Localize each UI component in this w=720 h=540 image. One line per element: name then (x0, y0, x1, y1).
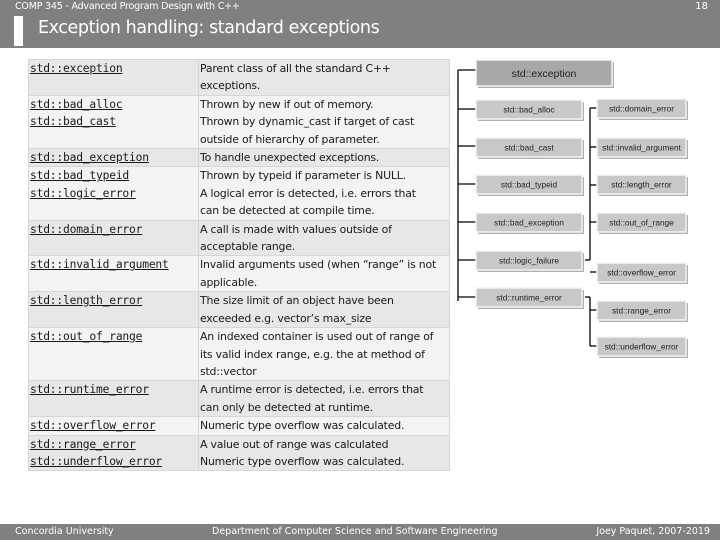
description-line: A logical error is detected, i.e. errors that (200, 186, 416, 200)
table-row (29, 417, 450, 435)
left-box (476, 175, 584, 196)
left-box (476, 213, 584, 234)
footer-university: Concordia University (15, 526, 114, 537)
box-label: std::length_error (611, 179, 672, 190)
exception-name: std::domain_error (30, 222, 143, 236)
exception-description-cell (199, 435, 450, 471)
left-box (476, 100, 584, 121)
slide-number: 18 (695, 1, 708, 12)
left-box (476, 138, 584, 159)
logic-child-box (597, 213, 688, 234)
left-box (476, 288, 584, 309)
description-line: To handle unexpected exceptions. (200, 151, 380, 165)
exception-name-cell (29, 417, 199, 435)
exception-name: std::range_error (30, 437, 136, 451)
table-row (29, 435, 450, 471)
box-label: std::invalid_argument (602, 142, 681, 153)
exception-name: std::underflow_error (30, 454, 163, 468)
exception-description-cell (199, 328, 450, 381)
left-box (476, 251, 584, 272)
box-label: std::bad_alloc (503, 104, 555, 115)
table-row (29, 60, 450, 96)
exception-name-cell (29, 95, 199, 148)
description-line: Numeric type overflow was calculated. (200, 419, 405, 433)
box-label: std::domain_error (608, 103, 675, 114)
description-line: An indexed container is used out of range of (200, 330, 434, 344)
exception-name: std::out_of_range (30, 330, 143, 344)
box-label: std::logic_failure (499, 255, 559, 266)
std-exception-box (476, 60, 614, 88)
footer-author: Joey Paquet, 2007-2019 (596, 526, 710, 537)
description-line: A runtime error is detected, i.e. errors that (200, 383, 424, 397)
table-row (29, 328, 450, 381)
table-row (29, 381, 450, 417)
table-row (29, 149, 450, 167)
description-line: std::vector (200, 364, 257, 378)
exception-description-cell (199, 417, 450, 435)
exception-name: std::bad_alloc (30, 97, 123, 111)
exception-description-cell (199, 149, 450, 167)
exception-name: std::bad_typeid (30, 169, 130, 183)
exception-name-cell (29, 149, 199, 167)
table-row (29, 95, 450, 148)
box-label: std::exception (511, 68, 577, 80)
exception-name-cell (29, 381, 199, 417)
box-label: std::bad_cast (504, 142, 554, 153)
exception-name: std::bad_exception (30, 151, 149, 165)
description-line: A call is made with values outside of (200, 222, 392, 236)
exception-name-cell (29, 292, 199, 328)
exception-description-cell (199, 60, 450, 96)
exception-name-cell (29, 328, 199, 381)
exceptions-table (28, 59, 450, 471)
description-line: applicable. (200, 275, 258, 289)
description-line: exceptions. (200, 79, 261, 93)
title-accent-block (14, 16, 23, 46)
exception-name-cell (29, 167, 199, 220)
table-row (29, 256, 450, 292)
box-label: std::underflow_error (604, 341, 679, 352)
logic-child-box (597, 99, 688, 120)
description-line: can only be detected at runtime. (200, 400, 373, 414)
exception-name: std::length_error (30, 294, 143, 308)
description-line: The size limit of an object have been (200, 294, 394, 308)
logic-child-box (597, 138, 688, 159)
runtime-child-box (597, 337, 688, 358)
description-line: exceeded e.g. vector’s max_size (200, 311, 372, 325)
description-line: Parent class of all the standard C++ (200, 62, 391, 75)
exception-description-cell (199, 95, 450, 148)
hierarchy-boxes (476, 60, 688, 358)
exception-description-cell (199, 167, 450, 220)
logic-child-box (597, 175, 688, 196)
exception-name: std::logic_error (30, 186, 136, 200)
exception-name-cell (29, 435, 199, 471)
exception-name-cell (29, 220, 199, 256)
exception-description-cell (199, 381, 450, 417)
exception-name: std::invalid_argument (30, 258, 169, 272)
course-name: COMP 345 - Advanced Program Design with C++ (15, 1, 240, 12)
description-line: its valid index range, e.g. the at method of (200, 347, 425, 361)
description-line: A value out of range was calculated (200, 437, 389, 451)
exception-name-cell (29, 256, 199, 292)
exception-description-cell (199, 256, 450, 292)
exception-name: std::exception (30, 62, 123, 75)
exception-description-cell (199, 292, 450, 328)
description-line: Invalid arguments used (when “range” is not (200, 258, 437, 272)
table-row (29, 292, 450, 328)
exception-hierarchy-diagram (452, 56, 714, 370)
runtime-child-box (597, 301, 688, 322)
box-label: std::bad_exception (494, 217, 564, 228)
description-line: Thrown by new if out of memory. (200, 97, 374, 111)
box-label: std::overflow_error (607, 267, 676, 278)
footer-department: Department of Computer Science and Software Engineering (212, 526, 498, 537)
description-line: acceptable range. (200, 240, 296, 254)
exception-name: std::overflow_error (30, 419, 156, 433)
description-line: Numeric type overflow was calculated. (200, 454, 405, 468)
box-label: std::out_of_range (609, 217, 674, 228)
description-line: Thrown by dynamic_cast if target of cast (200, 115, 415, 129)
box-label: std::range_error (611, 305, 672, 316)
description-line: Thrown by typeid if parameter is NULL. (200, 169, 406, 183)
table-row (29, 167, 450, 220)
box-label: std::bad_typeid (500, 179, 558, 190)
description-line: outside of hierarchy of parameter. (200, 132, 380, 146)
exception-name: std::runtime_error (30, 383, 149, 397)
exception-name-cell (29, 60, 199, 96)
description-line: can be detected at compile time. (200, 204, 375, 218)
runtime-child-box (597, 263, 688, 284)
slide-title: Exception handling: standard exceptions (38, 18, 380, 38)
table-row (29, 220, 450, 256)
exception-name: std::bad_cast (30, 115, 116, 129)
exception-description-cell (199, 220, 450, 256)
box-label: std::runtime_error (496, 292, 562, 303)
